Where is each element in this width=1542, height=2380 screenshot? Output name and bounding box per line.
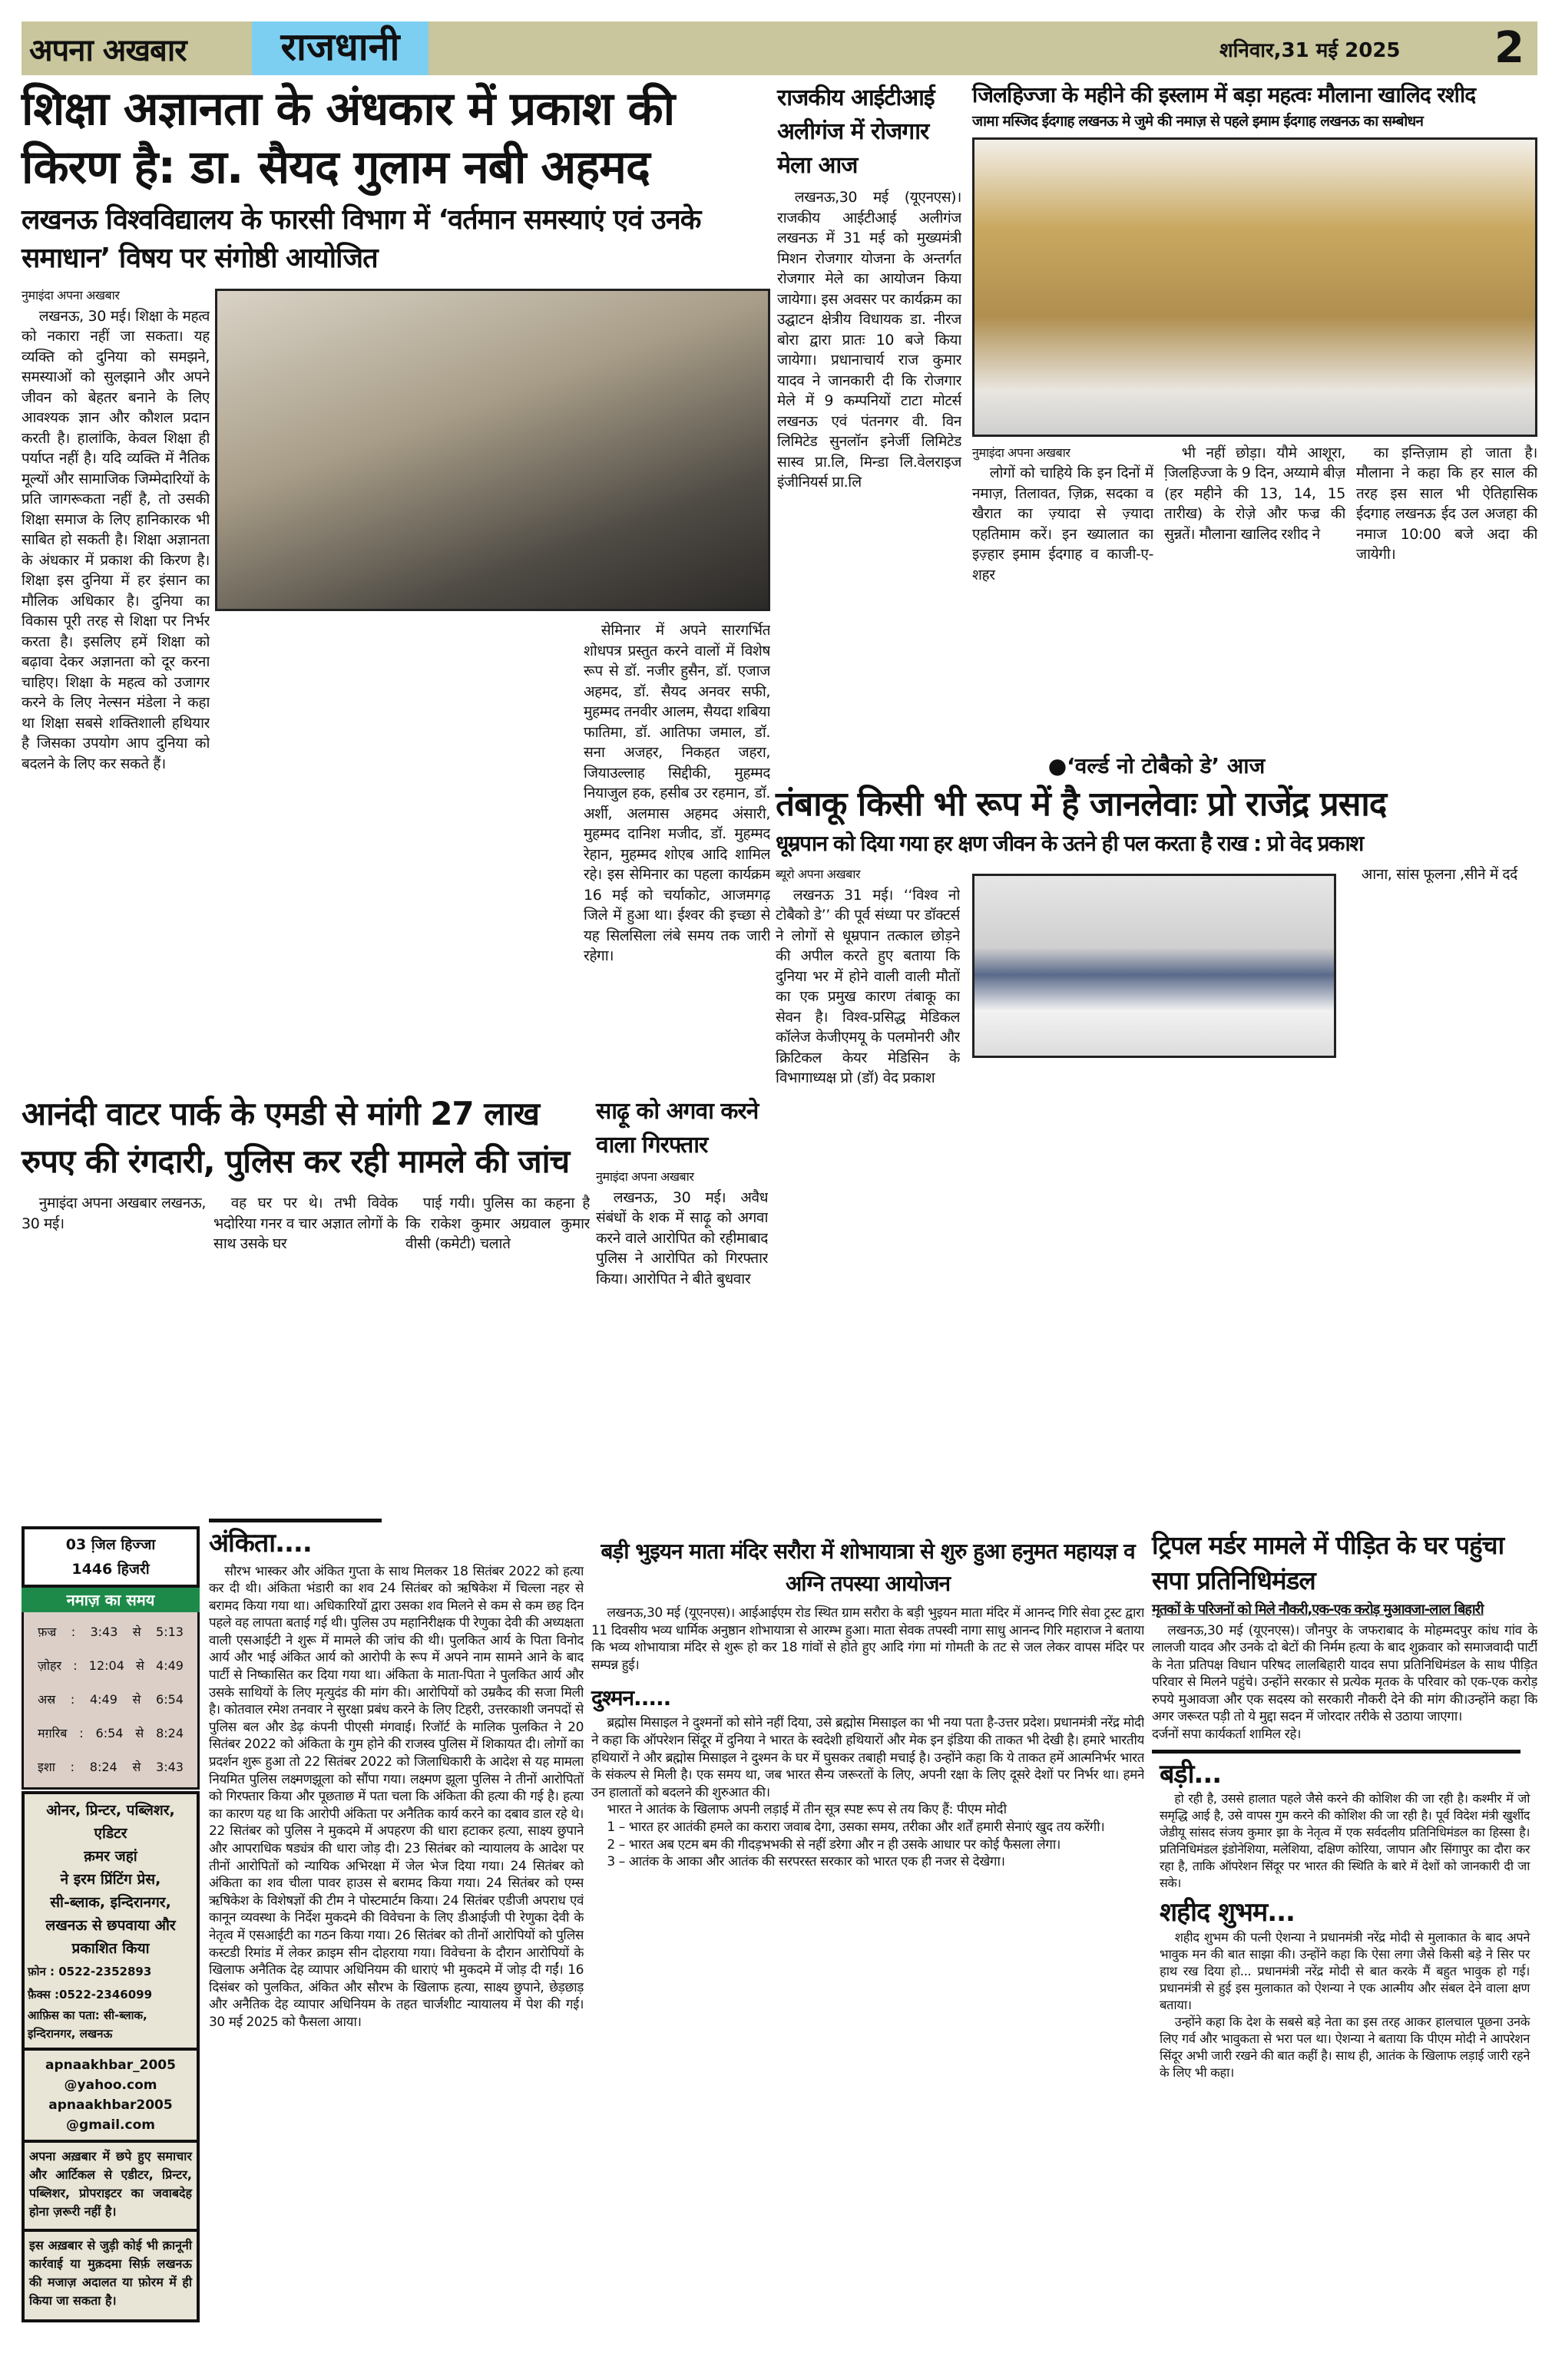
jilhijja-subhead: जामा मस्जिद ईदगाह लखनऊ मे जुमे की नमाज़ से पहले इमाम ईदगाह लखनऊ का सम्बोधन: [972, 113, 1424, 130]
mosque-photo: [972, 137, 1537, 437]
tobacco-col-1: ब्यूरो अपना अखबार लखनऊ 31 मई। ‘‘विश्व नो टोबैको डे’’ की पूर्व संध्या पर डॉक्टर्स ने लोगों से धूम्रपान तत्काल छोड़ने की अपील करते हुए बताया कि दुनिया भर में होने वाली वाली मौतों का एक प्रमुख कारण तंबाकू का सेवन है। विश्व-प्रसिद्ध मेडिकल कॉलेज केजीएमयू के पलमोनरी और क्रिटिकल केयर मेडिसिन के विभागाध्यक्ष प्रो (डॉ) वेद प्रकाश: [776, 864, 960, 1506]
tobacco-byline: ब्यूरो अपना अखबार: [776, 867, 861, 881]
left-sidebar: [22, 1526, 200, 2371]
iti-article: [777, 81, 961, 749]
temple-dushman-column: [591, 1535, 1144, 2372]
namaz-row: [38, 1750, 184, 1784]
page-number: 2: [1494, 23, 1524, 73]
sadhu-byline: नुमाइंदा अपना अखबार: [596, 1169, 694, 1184]
dushman-heading: दुश्मन.....: [591, 1685, 671, 1711]
namaz-to-word: से: [135, 1726, 144, 1740]
jilhijja-col-2: भी नहीं छोड़ा। यौमे आशूरा, जि़लहिज्जा के 9 दिन, अय्यामे बीज़ (हर महीने की 13, 14, 15 तारीख) के रोज़े और फज्र की सुन्नतें। मौलाना खालिद रशीद ने: [1164, 444, 1345, 543]
namaz-row: [38, 1717, 184, 1750]
namaz-name: फ़ज्र: [38, 1625, 57, 1639]
shaheed-text: शहीद शुभम की पत्नी ऐशन्या ने प्रधानमंत्री नरेंद्र मोदी से मुलाकात के बाद अपने भावुक मन की बात साझा की। उन्होंने कहा कि ऐसा लगा जैसे किसी बड़े ने सिर पर हाथ रख दिया हो... प्रधानमंत्री नरेंद्र मोदी से बात करके मैं बहुत भावुक हो गई। प्रधानमंत्री से हुई इस मुलाकात को ऐशन्या ने एक आत्मीय और संबल देने वाला क्षण बताया। उन्होंने कहा कि देश के सबसे बड़े नेता का इस तरह आकर हालचाल पूछना उनके लिए गर्व और भावुकता से भरा पल था। ऐशन्या ने बताया कि पीएम मोदी ने आपरेशन सिंदूर अभी जारी रखने की बात कहीं है। साथ ही, आतंक के खिलाफ लड़ाई जारी रहने के लिए भी कहा।: [1160, 1929, 1530, 2080]
waterpark-col-2: वह घर पर थे। तभी विवेक भदोरिया गनर व चार अज्ञात लोगों के साथ उसके घर: [213, 1195, 398, 1252]
owner-line: ओनर, प्रिन्टर, पब्लिशर,: [46, 1802, 175, 1819]
waterpark-columns: [22, 1193, 590, 1506]
lead-article: [22, 80, 770, 1070]
publisher-info: [22, 1791, 200, 2322]
seminar-photo: [215, 289, 770, 611]
jilhijja-byline: नुमाइंदा अपना अखबार: [972, 445, 1070, 460]
badi-text: हो रही है, उससे हालात पहले जैसे करने की कोशिश की जा रही है। कश्मीर में जो समृद्धि आई है, उसे वापस गुम करने की कोशिश की जा रही है। पूर्व विदेश मंत्री खुर्शीद जेडीयू सांसद संजय कुमार झा के नेतृत्व में एक सर्वदलीय प्रतिनिधिमंडल का हिस्सा है। प्रतिनिधिमंडल इंडोनेशिया, मलेशिया, दक्षिण कोरिया, जापान और सिंगापुर का दौरा कर रहा है, ताकि ऑपरेशन सिंदूर पर भारत की स्थिति के बारे में देशों को जानकारी दी जा सके।: [1160, 1791, 1530, 1891]
namaz-to: 3:43: [156, 1760, 184, 1774]
ankita-heading: अंकिता....: [209, 1528, 312, 1559]
namaz-to-word: से: [136, 1658, 144, 1673]
jilhijja-article: [972, 81, 1537, 746]
waterpark-article: [22, 1090, 590, 1506]
lead-column-1: नुमाइंदा अपना अखबार लखनऊ, 30 मई। शिक्षा के महत्व को नकारा नहीं जा सकता। यह व्यक्ति को दुनिया को समझने, समस्याओं को सुलझाने और अपने जीवन को बेहतर बनाने के लिए आवश्यक ज्ञान और कौशल प्रदान करती है। हालांकि, केवल शिक्षा ही पर्याप्त नहीं है। यदि व्यक्ति में नैतिक मूल्यों और सामाजिक जिम्मेदारियों के प्रति जागरूकता नहीं है, तो उसकी शिक्षा समाज के लिए हानिकारक भी साबित हो सकती है। शिक्षा अज्ञानता के अंधकार में प्रकाश की किरण है। शिक्षा इस दुनिया में हर इंसान का मौलिक अधिकार है। दुनिया का विकास पूरी तरह से शिक्षा पर निर्भर करता है। इसलिए हमें शिक्षा को बढ़ावा देकर अज्ञानता को दूर करना चाहिए। शिक्षा के महत्व को उजागर करने के लिए नेल्सन मंडेला ने कहा था शिक्षा सबसे शक्तिशाली हथियार है जिसका उपयोग आप दुनिया को बदलने के लिए कर सकते हैं।: [22, 286, 210, 1070]
namaz-row: [38, 1683, 184, 1717]
namaz-to-word: से: [132, 1760, 141, 1774]
divider: [209, 1519, 382, 1522]
office-address: आफ़िस का पता: सी-ब्लाक, इन्दिरानगर, लखनऊ: [28, 2008, 147, 2041]
jilhijja-col-3: का इन्तिज़ाम हो जाता है। मौलाना ने कहा कि हर साल की तरह इस साल भी ऐतिहासिक ईदगाह लखनऊ ईद उल अजहा की नमाज 10:00 बजे अदा की जायेगी।: [1356, 444, 1537, 564]
namaz-row: [38, 1615, 184, 1649]
tobacco-event-photo: [972, 874, 1336, 1058]
hijri-date-box: [22, 1526, 200, 1588]
sadhu-headline: साढ़ू को अगवा करने वाला गिरफ्तार: [596, 1098, 759, 1159]
lead-headline: शिक्षा अज्ञानता के अंधकार में प्रकाश की किरण है: डा. सैयद गुलाम नबी अहमद: [22, 82, 675, 194]
namaz-from: 12:04: [88, 1658, 124, 1673]
badi-heading: बड़ी...: [1160, 1758, 1222, 1790]
triple-murder-end: दर्जनों सपा कार्यकर्ता शामिल रहे।: [1152, 1727, 1301, 1743]
owner-line: सी-ब्लाक, इन्दिरानगर,: [50, 1894, 171, 1911]
namaz-to-word: से: [132, 1692, 141, 1707]
namaz-from: 6:54: [95, 1726, 124, 1740]
iti-headline: राजकीय आईटीआई अलीगंज में रोजगार मेला आज: [777, 84, 935, 179]
hijri-year: 1446 हिजरी: [71, 1561, 150, 1578]
disclaimer-responsibility: अपना अख़बार में छपे हुए समाचार और आर्टिकल से एडीटर, प्रिन्टर, पब्लिशर, प्रोपराइटर का जवाबदेह होना ज़रूरी नहीं है।: [25, 2140, 197, 2226]
dushman-text: ब्रह्मोस मिसाइल ने दुश्मनों को सोने नहीं दिया, उसे ब्रह्मोस मिसाइल का भी नया पता है-उत्तर प्रदेश। प्रधानमंत्री नरेंद्र मोदी ने कहा कि ऑपरेशन सिंदूर में दुनिया ने भारत के स्वदेशी हथियारों और मेक इन इंडिया की ताकत भी देखी है। हमारे भारतीय हथियारों ने और ब्रह्मोस मिसाइल ने दुश्मन के घर में घुसकर तबाही मचाई है। उन्होंने कहा कि ये ताकत हमें आत्मनिर्भर भारत के संकल्प से मिली है। एक समय था, जब भारत सैन्य जरूरतों के लिए, अपनी रक्षा के लिए दूसरे देशों पर निर्भर था। हमने उन हालातों को बदलने की शुरुआत की। भारत ने आतंक के खिलाफ अपनी लड़ाई में तीन सूत्र स्पष्ट रूप से तय किए हैं: पीएम मोदी 1 – भारत हर आतंकी हमले का करारा जवाब देगा, उसका समय, तरीका और शर्तें हमारी सेनाएं खुद तय करेंगी। 2 – भारत अब एटम बम की गीदड़भभकी से नहीं डरेगा और न ही उसके आधार पर कोई फैसला लेगा। 3 – आतंक के आका और आतंक की सरपरस्त सरकार को भारत एक ही नजर से देखेगा।: [591, 1715, 1144, 1870]
owner-line: एडिटर: [94, 1825, 127, 1842]
temple-headline: बड़ी भुइयन माता मंदिर सरौरा में शोभायात्रा से शुरु हुआ हनुमत महायज्ञ व अग्नि तपस्या आयोजन: [601, 1539, 1135, 1596]
namaz-from: 3:43: [90, 1625, 118, 1639]
waterpark-col-1: नुमाइंदा अपना अखबार लखनऊ, 30 मई।: [22, 1195, 206, 1232]
ankita-text: सौरभ भास्कर और अंकित गुप्ता के साथ मिलकर 18 सितंबर 2022 को हत्या कर दी थी। अंकिता भंडारी का शव 24 सितंबर को ऋषिकेश में चिल्ला नहर से बरामद किया गया था। अधिकारियों द्वारा उसका शव मिलने से कम से कम छह दिन पहले वह लापता बताई गई थी। पुलिस उप महानिरीक्षक पी रेणुका देवी की अध्यक्षता वाली एसआईटी ने शुरू में मामले की जांच की थी। पुलकित आर्य के पिता विनोद आर्य और भाई अंकित आर्य को आरोपी के रूप में अपने नाम सामने आने के बाद पार्टी से निष्कासित कर दिया गया था। अंकिता के माता-पिता ने पुलकित आर्य और उसके साथियों के लिए मृत्युदंड की मांग की। आरोपियों को उम्रकैद की सजा मिली है। कोतवाल रमेश तनवार ने सुरक्षा प्रबंध करने के लिए टिहरी, उत्तरकाशी जनपदों से पुलिस बल और डेढ़ कंपनी पीएसी मंगवाई। रिजॉर्ट के मालिक पुलकित ने 20 सितंबर 2022 को अंकिता के गुम होने की राजस्व पुलिस में शिकायत दी। लोगों का प्रदर्शन शुरू हुआ तो 22 सितंबर 2022 को जिलाधिकारी के आदेश से यह मामला नियमित पुलिस लक्ष्मणझूला को सौंपा गया। लक्ष्मण झूला पुलिस ने तीनों आरोपितों को गिरफ्तार किया और पूछताछ में पता चला कि अंकिता की हत्या की गई है। हत्या का कारण यह था कि आरोपी अंकिता पर अनैतिक कार्य करने का दबाव डाल रहे थे। 22 सितंबर को पुलिस ने मुकदमे में अपहरण की धारा हटाकर हत्या, साक्ष्य छुपाने और आपराधिक षड्यंत्र की धारा जोड़ दी। 23 सितंबर को न्यायालय के आदेश पर तीनों आरोपितों को न्यायिक अभिरक्षा में जेल भेज दिया गया। 24 सितंबर को अंकिता का शव चीला पावर हाउस से बरामद किया गया। 24 सितंबर को एम्स ऋषिकेश के विशेषज्ञों की टीम ने पोस्टमार्टम किया। 24 सितंबर एडीजी अपराध एवं कानून व्यवस्था के निर्देश मुकदमे की विवेचना के लिए डीआईजी पी रेणुका देवी के नेतृत्व में एसआईटी का गठन किया गया। 26 सितंबर को तीनों आरोपियों को पुलिस कस्टडी रिमांड में लेकर क्राइम सीन दोहराया गया। विवेचना के दौरान आरोपियों के खिलाफ अनैतिक देह व्यापार अधिनियम की धाराएं भी मुकदमे में जोड़ दी गईं। 16 दिसंबर को पुलकित, अंकित और सौरभ के खिलाफ हत्या, साक्ष्य छुपाने, छेड़छाड़ और अनैतिक देह व्यापार अधिनियम के तहत चार्जशीट न्यायालय में पेश की गई। 30 मई 2025 को फैसला आया।: [209, 1563, 584, 2030]
brand-name: अपना अखबार: [29, 33, 187, 68]
namaz-timings: [22, 1612, 200, 1790]
owner-line: ने इरम प्रिंटिंग प्रेस,: [60, 1871, 161, 1888]
ankita-article: [209, 1519, 584, 2372]
shaheed-heading: शहीद शुभम...: [1160, 1897, 1295, 1929]
sadhu-text: नुमाइंदा अपना अखबार लखनऊ, 30 मई। अवैध संबंधों के शक में साढ़ू को अगवा करने वाले आरोपित को रहीमाबाद पुलिस ने आरोपित को गिरफ्तार किया। आरोपित ने बीते बुधवार: [596, 1167, 768, 1506]
triple-murder-subhead: मृतकों के परिजनों को मिले नौकरी,एक-एक करोड़ मुआवजा-लाल बिहारी: [1152, 1602, 1484, 1618]
tobacco-subhead: धूम्रपान को दिया गया हर क्षण जीवन के उतने ही पल करता है राख : प्रो वेद प्रकाश: [776, 831, 1363, 856]
tobacco-kicker: ●‘वर्ल्ड नो टोबैको डे’ आज: [1047, 753, 1266, 778]
lead-byline: नुमाइंदा अपना अखबार: [22, 288, 120, 302]
namaz-to: 4:49: [156, 1658, 184, 1673]
lead-body-area: [22, 286, 770, 1070]
owner-line: लखनऊ से छपवाया और: [45, 1917, 176, 1934]
namaz-name: अस्र: [38, 1692, 56, 1707]
divider: [1152, 1750, 1520, 1754]
section-title: राजधानी: [252, 21, 429, 75]
namaz-sep: :: [71, 1625, 76, 1639]
namaz-from: 4:49: [89, 1692, 117, 1707]
lead-column-4: सेमिनार में अपने सारगर्भित शोधपत्र प्रस्तुत करने वालों में विशेष रूप से डॉ. नजीर हुसैन, डॉ. एजाज अहमद, डॉ. सैयद अनवर सफी, मुहम्मद तनवीर आलम, सैयदा शबिया फातिमा, डॉ. आतिफा जमाल, डॉ. सना अजहर, निकहत जहरा, जियाउल्लाह सिद्दीकी, मुहम्मद नियाजुल हक, हसीब उर रहमान, डॉ. अर्शी, अलमास अहमद अंसारी, मुहम्मद दानिश मजीद, डॉ. मुहम्मद रेहान, मुहम्मद शोएब आदि शामिल रहे। इस सेमिनार का पहला कार्यक्रम 16 मई को चर्याकोट, आजमगढ़ जिले में हुआ था। ईश्वर की इच्छा से यह सिलसिला लंबे समय तक जारी रहेगा।: [584, 622, 770, 964]
iti-text: लखनऊ,30 मई (यूएनएस)। राजकीय आईटीआई अलीगंज लखनऊ में 31 मई को मुख्यमंत्री मिशन रोजगार योजना के अन्तर्गत रोजगार मेले का आयोजन किया जायेगा। इस अवसर पर कार्यक्रम का उद्घाटन क्षेत्रीय विधायक डा. नीरज बोरा द्वारा प्रातः 10 बजे किया जायेगा। प्रधानाचार्य राज कुमार यादव ने जानकारी दी कि रोजगार मेले में 9 कम्पनियों टाटा मोटर्स लखनऊ एवं पंतनगर वी. विन लिमिटेड सुनलॉन इनेर्जी लिमिटेड सास्व प्रा.लि, मिन्डा लि.वेलराइज इंजीनियर्स प्रा.लि: [777, 189, 961, 491]
namaz-to: 6:54: [156, 1692, 184, 1707]
triple-murder-headline: ट्रिपल मर्डर मामले में पीड़ित के घर पहुंचा सपा प्रतिनिधिमंडल: [1152, 1530, 1504, 1595]
namaz-to-word: से: [132, 1625, 141, 1639]
namaz-name: इशा: [38, 1760, 55, 1774]
sadhu-article: [596, 1095, 768, 1506]
email-yahoo[interactable]: apnaakhbar_2005 @yahoo.com: [45, 2058, 176, 2093]
tobacco-headline: तंबाकू किसी भी रूप में है जानलेवाः प्रो राजेंद्र प्रसाद: [776, 785, 1387, 824]
owner-line: प्रकाशित किया: [71, 1940, 150, 1957]
triple-murder-text: लखनऊ,30 मई (यूएनएस)। जौनपुर के जफराबाद के मोहम्मदपुर कांध गांव के लालजी यादव और उनके दो बेटों की निर्मम हत्या के बाद शुक्रवार को समाजवादी पार्टी के नेता प्रतिपक्ष विधान परिषद लालबिहारी यादव सपा प्रतिनिधिमंडल के साथ पीड़ित परिवार से मिलने पहुंचे। उन्होंने सरकार से प्रत्येक मृतक के परिवार को एक-एक करोड़ रुपये मुआवजा और एक सदस्य को सरकारी नौकरी देने की मांग की।उन्होंने कहा कि अगर जरूरत पड़ी तो ये मुद्दा सदन में जोरदार तरीके से उठाया जाएगा।: [1152, 1622, 1537, 1725]
masthead: [22, 21, 1537, 75]
fax: फ़ैक्स :0522-2346099: [28, 1988, 153, 2002]
waterpark-headline: आनंदी वाटर पार्क के एमडी से मांगी 27 लाख रुपए की रंगदारी, पुलिस कर रही मामले की जांच: [22, 1095, 570, 1180]
namaz-name: मग़रिब: [38, 1726, 68, 1740]
jilhijja-headline: जिलहिज्जा के महीने की इस्लाम में बड़ा महत्वः मौलाना खालिद रशीद: [972, 82, 1476, 107]
waterpark-col-3: पाई गयी। पुलिस का कहना है कि राकेश कुमार अग्रवाल कुमार वीसी (कमेटी) चलाते: [405, 1195, 590, 1252]
tobacco-body-area: [776, 864, 1537, 1506]
namaz-name: ज़ोहर: [38, 1658, 62, 1673]
namaz-from: 8:24: [89, 1760, 117, 1774]
issue-date: शनिवार,31 मई 2025: [1219, 39, 1401, 62]
disclaimer-jurisdiction: इस अख़बार से जुड़ी कोई भी क़ानूनी कार्रवाई या मुक़दमा सिर्फ़ लखनऊ की मजाज़ अदालत या फ़ोरम में ही किया जा सकता है।: [25, 2229, 197, 2315]
jilhijja-col-1: नुमाइंदा अपना अखबार लोगों को चाहिये कि इन दिनों में नमाज़, तिलावत, ज़िक्र, सदका व खैरात का ज़्यादा से ज़्यादा एहतिमाम करें। इन ख्यालात का इज़्हार इमाम ईदगाह व काजी-ए-शहर: [972, 443, 1153, 746]
namaz-to: 8:24: [156, 1726, 184, 1740]
owner-lines: [28, 1799, 194, 1960]
hijri-date: 03 जि़ल हिज्जा: [65, 1536, 156, 1553]
temple-text: लखनऊ,30 मई (यूएनएस)। आईआईएम रोड स्थित ग्राम सरौरा के बड़ी भुइयन माता मंदिर में आनन्द गिरि सेवा ट्रस्ट द्वारा 11 दिवसीय भव्य धार्मिक अनुष्ठान शोभायात्रा से आरम्भ हुआ। माता सेवक तपस्वी नागा साधु आनन्द गिरि महाराज ने बताया कि भव्य शोभायात्रा मंदिर से शुरू हो कर 18 गांवों से होते हुए आदि गंगा मां गोमती के तट से जल लेकर वापस मंदिर पर सम्पन्न हुई।: [591, 1605, 1144, 1673]
namaz-row: [38, 1649, 184, 1683]
email-gmail[interactable]: apnaakhbar2005 @gmail.com: [48, 2097, 173, 2133]
lead-subhead: लखनऊ विश्वविद्यालय के फारसी विभाग में ‘वर्तमान समस्याएं एवं उनके समाधान’ विषय पर संगोष्ठी आयोजित: [22, 204, 701, 274]
namaz-header: नमाज़ का समय: [22, 1588, 200, 1612]
jilhijja-columns: [972, 443, 1537, 746]
namaz-sep: :: [79, 1726, 84, 1740]
tobacco-article: [776, 751, 1537, 1506]
namaz-sep: :: [70, 1760, 75, 1774]
right-bottom-column: [1152, 1528, 1537, 2372]
phone: फ़ोन : 0522-2352893: [28, 1965, 152, 1978]
namaz-sep: :: [70, 1692, 75, 1707]
tobacco-col-4: आना, सांस फूलना ,सीने में दर्द: [1361, 866, 1517, 883]
namaz-to: 5:13: [156, 1625, 184, 1639]
namaz-sep: :: [73, 1658, 78, 1673]
owner-line: क़मर जहां: [84, 1848, 137, 1865]
